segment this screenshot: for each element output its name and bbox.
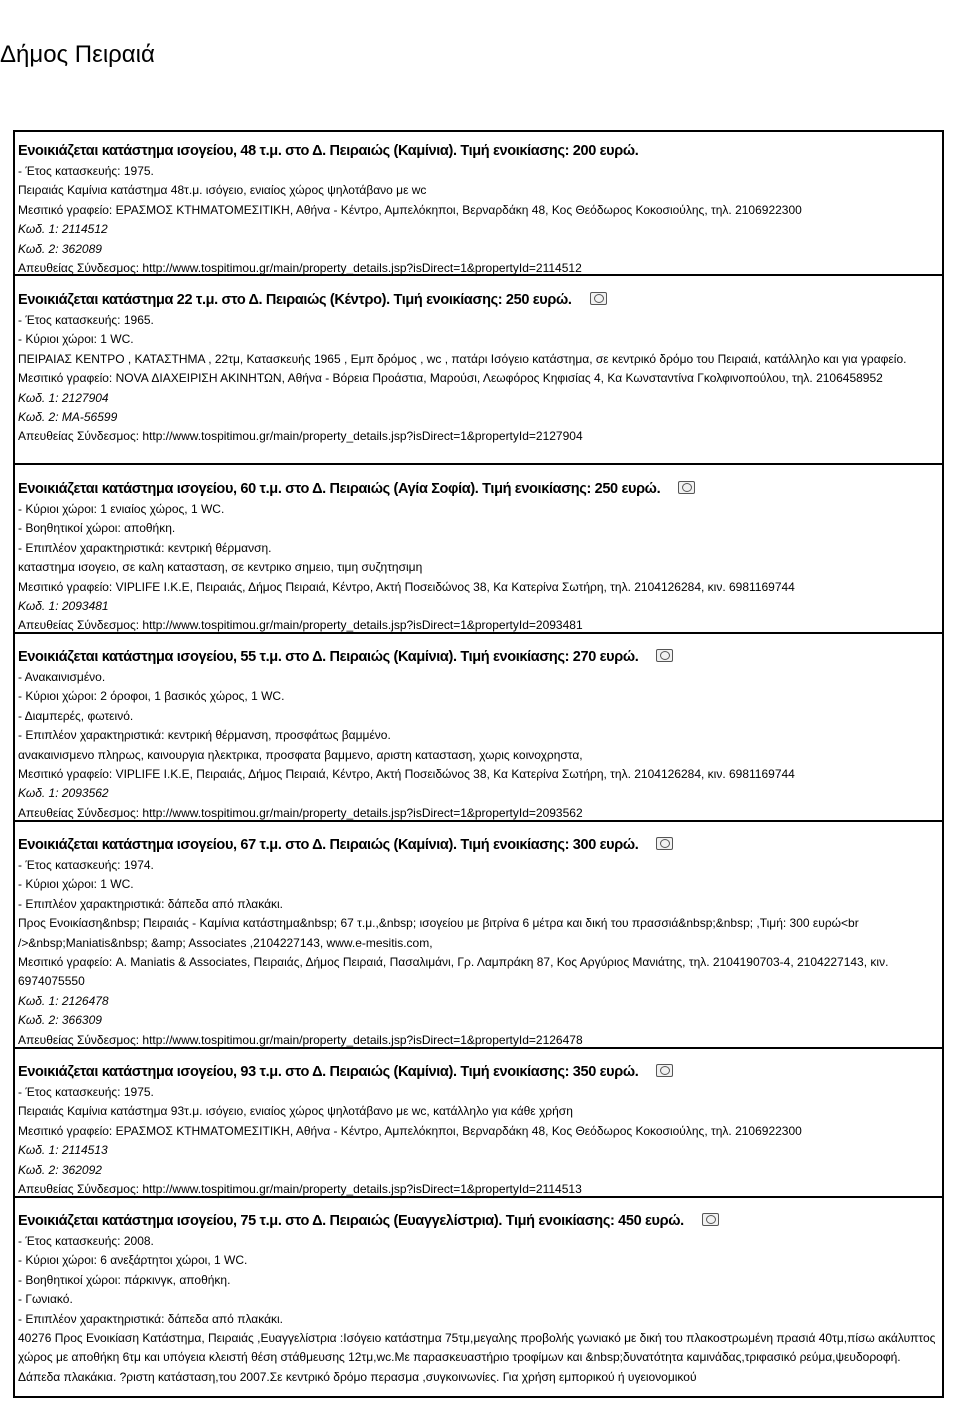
listing-detail: - Κύριοι χώροι: 1 WC. [18, 877, 134, 892]
listing-detail: - Επιπλέον χαρακτηριστικά: κεντρική θέρμανση. [18, 540, 272, 555]
listing-detail: - Έτος κατασκευής: 1965. [18, 313, 154, 327]
listing-title-row [18, 478, 944, 500]
listing-detail: - Επιπλέον χαρακτηριστικά: κεντρική θέρμανση, προσφάτως βαμμένο. [18, 728, 391, 743]
listing-title: Ενοικιάζεται κατάστημα ισογείου, 48 τ.μ. στο Δ. Πειραιώς (Καμίνια). Τιμή ενοικίασης: 200 ευρώ. [18, 143, 639, 159]
listing-detail: - Διαμπερές, φωτεινό. [18, 708, 134, 723]
listing-code-2: Κωδ. 2: MA-56599 [18, 410, 118, 425]
listing-title: Ενοικιάζεται κατάστημα ισογείου, 93 τ.μ. στο Δ. Πειραιώς (Καμίνια). Τιμή ενοικίασης: 350 ευρώ. [18, 1064, 639, 1080]
listing-description: 40276 Προς Ενοικίαση Κατάστημα, Πειραιάς ,Ευαγγελίστρια :Ισόγειο κατάστημα 75τμ,μεγαλης προβολής γωνιακό με δική του πλακοστρωμένη πρασιά 40τμ,πίσω ακάλυπτος χώρος με αποθήκη 6τμ και υπόγεια κλειστή θέση στάθμευσης 12τμ,wc.Με παρασκευαστήριο τροφίμων και &nbsp;δυνατότητα καμινάδας,τριφασικό ρεύμα,ψευδοροφή. Δάπεδα πλακάκια. ?ριστη κατάσταση,του 2007.Σε κεντρικό δρόμο περασμα ,συγκοινωνίες. Για χρήση εμπορικού ή υγειονομικού [18, 1331, 936, 1384]
listing-code-1: Κωδ. 1: 2126478 [18, 993, 109, 1008]
listing-code-2: Κωδ. 2: 366309 [18, 1013, 102, 1028]
divider [15, 463, 944, 465]
listing-5 [16, 834, 944, 1050]
listing-direct-link[interactable]: Απευθείας Σύνδεσμος: http://www.tospitimou.gr/main/property_details.jsp?isDirect=1&propertyId=2093481 [18, 618, 583, 633]
page-title: Δήμος Πειραιά [0, 41, 155, 68]
listing-detail: - Κύριοι χώροι: 1 WC. [18, 332, 134, 347]
listing-code-1: Κωδ. 1: 2114512 [18, 222, 108, 237]
listing-description: Πειραιάς Καμίνια κατάστημα 93τ.μ. ισόγειο, ενιαίος χώρος ψηλοτάβανο με wc, κατάλληλο για κάθε χρήση [18, 1104, 573, 1119]
listing-detail: - Έτος κατασκευής: 2008. [18, 1234, 154, 1248]
divider [15, 274, 944, 276]
listing-detail: - Βοηθητικοί χώροι: πάρκινγκ, αποθήκη. [18, 1272, 231, 1287]
listing-detail: Πειραιάς Καμίνια κατάστημα 48τ.μ. ισόγειο, ενιαίος χώρος ψηλοτάβανο με wc [18, 183, 427, 198]
listing-title-row [18, 1061, 944, 1083]
listing-detail: - Επιπλέον χαρακτηριστικά: δάπεδα από πλακάκι. [18, 896, 284, 911]
listing-agency: Μεσιτικό γραφείο: A. Maniatis & Associates, Πειραιάς, Δήμος Πειραιά, Πασαλιμάνι, Γρ. Λαμπράκη 87, Κος Αργύριος Μανιάτης, τηλ. 2104190703-4, 2104227143, κιν. 6974075550 [18, 955, 889, 989]
photo-icon[interactable] [702, 1213, 719, 1226]
listing-agency: Μεσιτικό γραφείο: VIPLIFE I.K.E, Πειραιάς, Δήμος Πειραιά, Κέντρο, Ακτή Ποσειδώνος 38, Κα Κατερίνα Σωτήρη, τηλ. 2104126284, κιν. 6981169744 [18, 579, 795, 594]
divider [15, 632, 944, 634]
divider [15, 820, 944, 822]
listing-detail: - Βοηθητικοί χώροι: αποθήκη. [18, 521, 176, 536]
listing-title-row [18, 1210, 944, 1232]
listing-description: ΠΕΙΡΑΙΑΣ ΚΕΝΤΡΟ , ΚΑΤΑΣΤΗΜΑ , 22τμ, Κατασκευής 1965 , Εμπ δρόμος , wc , πατάρι Ισόγειο κατάστημα, σε κεντρικό δρόμο του Πειραιά, κατάλληλο και για γραφείο. [18, 351, 907, 366]
divider [15, 1047, 944, 1049]
listing-code-2: Κωδ. 2: 362089 [18, 241, 102, 256]
photo-icon[interactable] [656, 837, 673, 850]
listing-direct-link[interactable]: Απευθείας Σύνδεσμος: http://www.tospitimou.gr/main/property_details.jsp?isDirect=1&propertyId=2126478 [18, 1032, 583, 1047]
photo-icon[interactable] [656, 649, 673, 662]
listing-title: Ενοικιάζεται κατάστημα ισογείου, 60 τ.μ. στο Δ. Πειραιώς (Αγία Σοφία). Τιμή ενοικίασης: 250 ευρώ. [18, 481, 661, 497]
photo-icon[interactable] [590, 292, 607, 305]
listing-1 [16, 140, 944, 278]
listing-title-row [18, 834, 944, 856]
listing-4 [16, 646, 944, 823]
listing-title: Ενοικιάζεται κατάστημα ισογείου, 67 τ.μ. στο Δ. Πειραιώς (Καμίνια). Τιμή ενοικίασης: 300 ευρώ. [18, 837, 639, 853]
listing-description: ανακαινισμενο πληρως, καινουργια ηλεκτρικα, προσφατα βαμμενο, αριστη κατασταση, χωρις κοινοχρηστα, [18, 747, 583, 762]
listing-2 [16, 289, 944, 447]
listing-detail: - Έτος κατασκευής: 1975. [18, 164, 154, 178]
listing-title: Ενοικιάζεται κατάστημα ισογείου, 55 τ.μ. στο Δ. Πειραιώς (Καμίνια). Τιμή ενοικίασης: 270 ευρώ. [18, 649, 639, 665]
listing-title-row [18, 289, 944, 311]
listing-code-1: Κωδ. 1: 2093562 [18, 786, 109, 801]
listing-code-1: Κωδ. 1: 2114513 [18, 1143, 108, 1158]
listing-agency: Μεσιτικό γραφείο: ΕΡΑΣΜΟΣ ΚΤΗΜΑΤΟΜΕΣΙΤΙΚΗ, Αθήνα - Κέντρο, Αμπελόκηποι, Βερναρδάκη 48, Κος Θεόδωρος Κοκοσιούλης, τηλ. 2106922300 [18, 1123, 802, 1138]
listing-7 [16, 1210, 944, 1387]
listing-code-1: Κωδ. 1: 2127904 [18, 390, 109, 405]
listing-title-row [18, 646, 944, 668]
listing-agency: Μεσιτικό γραφείο: NOVA ΔΙΑΧΕΙΡΙΣΗ ΑΚΙΝΗΤΩΝ, Αθήνα - Βόρεια Προάστια, Μαρούσι, Λεωφόρος Κηφισίας 4, Κα Κωνσταντίνα Γκολφινοπούλου, τηλ. 2106458952 [18, 371, 883, 386]
listing-direct-link[interactable]: Απευθείας Σύνδεσμος: http://www.tospitimou.gr/main/property_details.jsp?isDirect=1&propertyId=2114513 [18, 1182, 582, 1197]
listing-agency: Μεσιτικό γραφείο: VIPLIFE I.K.E, Πειραιάς, Δήμος Πειραιά, Κέντρο, Ακτή Ποσειδώνος 38, Κα Κατερίνα Σωτήρη, τηλ. 2104126284, κιν. 6981169744 [18, 767, 795, 782]
listing-code-1: Κωδ. 1: 2093481 [18, 599, 109, 614]
listing-detail: - Έτος κατασκευής: 1975. [18, 1085, 154, 1099]
photo-icon[interactable] [656, 1064, 673, 1077]
photo-icon[interactable] [678, 481, 695, 494]
listing-direct-link[interactable]: Απευθείας Σύνδεσμος: http://www.tospitimou.gr/main/property_details.jsp?isDirect=1&propertyId=2114512 [18, 261, 582, 276]
listings-frame [13, 130, 944, 1398]
listing-description: καταστημα ισογειο, σε καλη κατασταση, σε κεντρικο σημειο, τιμη συζητησιμη [18, 560, 423, 575]
divider [15, 1196, 944, 1198]
listing-agency: Μεσιτικό γραφείο: ΕΡΑΣΜΟΣ ΚΤΗΜΑΤΟΜΕΣΙΤΙΚΗ, Αθήνα - Κέντρο, Αμπελόκηποι, Βερναρδάκη 48, Κος Θεόδωρος Κοκοσιούλης, τηλ. 2106922300 [18, 202, 802, 217]
listing-detail: - Κύριοι χώροι: 2 όροφοι, 1 βασικός χώρος, 1 WC. [18, 689, 285, 704]
listing-detail: - Ανακαινισμένο. [18, 670, 106, 684]
listing-detail: - Κύριοι χώροι: 6 ανεξάρτητοι χώροι, 1 WC. [18, 1253, 248, 1268]
listing-3 [16, 478, 944, 636]
listing-direct-link[interactable]: Απευθείας Σύνδεσμος: http://www.tospitimou.gr/main/property_details.jsp?isDirect=1&propertyId=2127904 [18, 429, 583, 444]
listing-detail: - Γωνιακό. [18, 1292, 73, 1307]
listing-detail: - Κύριοι χώροι: 1 ενιαίος χώρος, 1 WC. [18, 502, 225, 516]
listing-direct-link[interactable]: Απευθείας Σύνδεσμος: http://www.tospitimou.gr/main/property_details.jsp?isDirect=1&propertyId=2093562 [18, 805, 583, 820]
listing-title: Ενοικιάζεται κατάστημα ισογείου, 75 τ.μ. στο Δ. Πειραιώς (Ευαγγελίστρια). Τιμή ενοικίασης: 450 ευρώ. [18, 1213, 684, 1229]
listing-code-2: Κωδ. 2: 362092 [18, 1162, 102, 1177]
listing-6 [16, 1061, 944, 1199]
listing-detail: - Επιπλέον χαρακτηριστικά: δάπεδα από πλακάκι. [18, 1311, 284, 1326]
listing-title: Ενοικιάζεται κατάστημα 22 τ.μ. στο Δ. Πειραιώς (Κέντρο). Τιμή ενοικίασης: 250 ευρώ. [18, 292, 572, 308]
listing-detail: - Έτος κατασκευής: 1974. [18, 858, 154, 872]
listing-description: Προς Ενοικίαση&nbsp; Πειραιάς - Καμίνια κατάστημα&nbsp; 67 τ.μ.,&nbsp; ισογείου με βιτρίνα 6 μέτρα και δική του πρασσιά&nbsp;&nbsp; ,Τιμή: 300 ευρώ<br />&nbsp;Maniatis&nbsp; &amp; Associates ,2104227143, www.e-mesitis.com, [18, 916, 859, 950]
